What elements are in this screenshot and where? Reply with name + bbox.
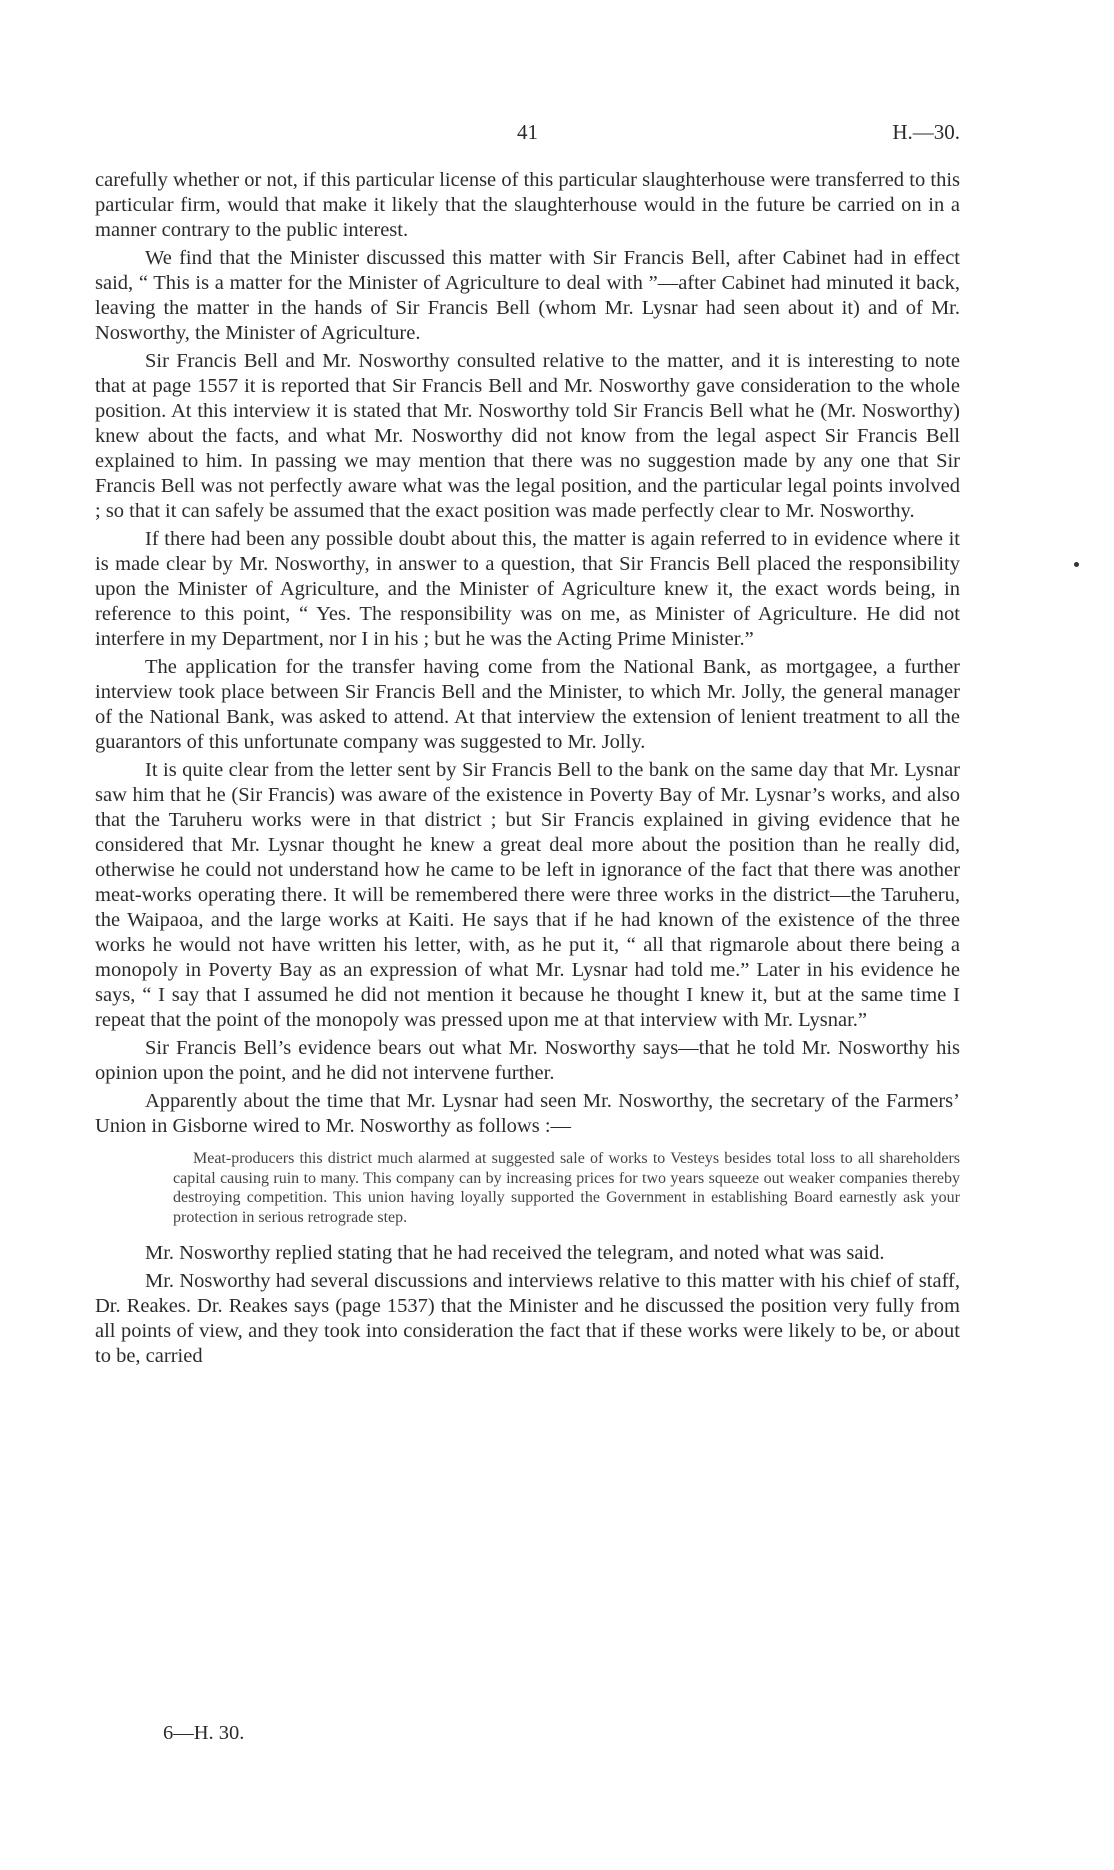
paragraph: Sir Francis Bell’s evidence bears out what Mr. Nosworthy says—that he told Mr. Nosworthy his opinion upon the point, and he did not intervene further. — [95, 1037, 960, 1084]
paragraph: If there had been any possible doubt about this, the matter is again referred to in evidence where it is made clear by Mr. Nosworthy, in answer to a question, that Sir Francis Bell placed the responsibility upon the Minister of Agriculture, and the Minister of Agriculture knew it, the exact words being, in reference to this point, “ Yes. The responsibility was on me, as Minister of Agriculture. He did not interfere in my Department, nor I in his ; but he was the Acting Prime Minister.” — [95, 528, 960, 650]
paragraph: We find that the Minister discussed this matter with Sir Francis Bell, after Cabinet had in effect said, “ This is a matter for the Minister of Agriculture to deal with ”—after Cabinet had minuted it back, leaving the matter in the hands of Sir Francis Bell (whom Mr. Lysnar had seen about it) and of Mr. Nosworthy, the Minister of Agriculture. — [95, 247, 960, 344]
paragraph: It is quite clear from the letter sent by Sir Francis Bell to the bank on the same day that Mr. Lysnar saw him that he (Sir Francis) was aware of the existence in Poverty Bay of Mr. Lysnar’s works, and also that the Taruheru works were in that district ; but Sir Francis explained in giving evidence that he considered that Mr. Lysnar thought he knew a great deal more about the position than he really did, otherwise he could not understand how he came to be left in ignorance of the fact that there was another meat-works operating there. It will be remembered there were three works in the district—the Taruheru, the Waipaoa, and the large works at Kaiti. He says that if he had known of the existence of the three works he would not have written his letter, with, as he put it, “ all that rigmarole about there being a monopoly in Poverty Bay as an expression of what Mr. Lysnar had told me.” Later in his evidence he says, “ I say that I assumed he did not mention it because he thought I knew it, but at the same time I repeat that the point of the monopoly was pressed upon me at that interview with Mr. Lysnar.” — [95, 759, 960, 1031]
document-reference: H.—30. — [892, 120, 960, 144]
page-number: 41 — [517, 120, 538, 144]
paragraph: Apparently about the time that Mr. Lysnar had seen Mr. Nosworthy, the secretary of the Farmers’ Union in Gisborne wired to Mr. Nosworthy as follows :— — [95, 1090, 960, 1137]
paragraph: Mr. Nosworthy replied stating that he had received the telegram, and noted what was said. — [145, 1242, 885, 1264]
page-header — [95, 120, 960, 154]
body-text — [95, 168, 960, 1372]
page-footer-signature: 6—H. 30. — [163, 1722, 245, 1744]
paragraph: The application for the transfer having come from the National Bank, as mortgagee, a further interview took place between Sir Francis Bell and the Minister, to which Mr. Jolly, the general manager of the National Bank, was asked to attend. At that interview the extension of lenient treatment to all the guarantors of this unfortunate company was suggested to Mr. Jolly. — [95, 656, 960, 753]
paragraph: carefully whether or not, if this particular license of this particular slaughterhouse were transferred to this particular firm, would that make it likely that the slaughterhouse would in the future be carried on in a manner contrary to the public interest. — [95, 169, 960, 241]
paragraph: Mr. Nosworthy had several discussions and interviews relative to this matter with his chief of staff, Dr. Reakes. Dr. Reakes says (page 1537) that the Minister and he discussed the position very fully from all points of view, and they took into consideration the fact that if these works were likely to be, or about to be, carried — [95, 1270, 960, 1367]
telegram-quote: Meat-producers this district much alarmed at suggested sale of works to Vesteys besides total loss to all shareholders capital causing ruin to many. This company can by increasing prices for two years squeeze out weaker companies thereby destroying competition. This union having loyally supported the Government in establishing Board earnestly ask your protection in serious retrograde step. — [173, 1150, 960, 1226]
paragraph: Sir Francis Bell and Mr. Nosworthy consulted relative to the matter, and it is interesting to note that at page 1557 it is reported that Sir Francis Bell and Mr. Nosworthy gave consideration to the whole position. At this interview it is stated that Mr. Nosworthy told Sir Francis Bell what he (Mr. Nosworthy) knew about the facts, and what Mr. Nosworthy did not know from the legal aspect Sir Francis Bell explained to him. In passing we may mention that there was no suggestion made by any one that Sir Francis Bell was not perfectly aware what was the legal position, and the particular legal points involved ; so that it can safely be assumed that the exact position was made perfectly clear to Mr. Nosworthy. — [95, 350, 960, 522]
margin-dot-mark — [1074, 562, 1079, 567]
